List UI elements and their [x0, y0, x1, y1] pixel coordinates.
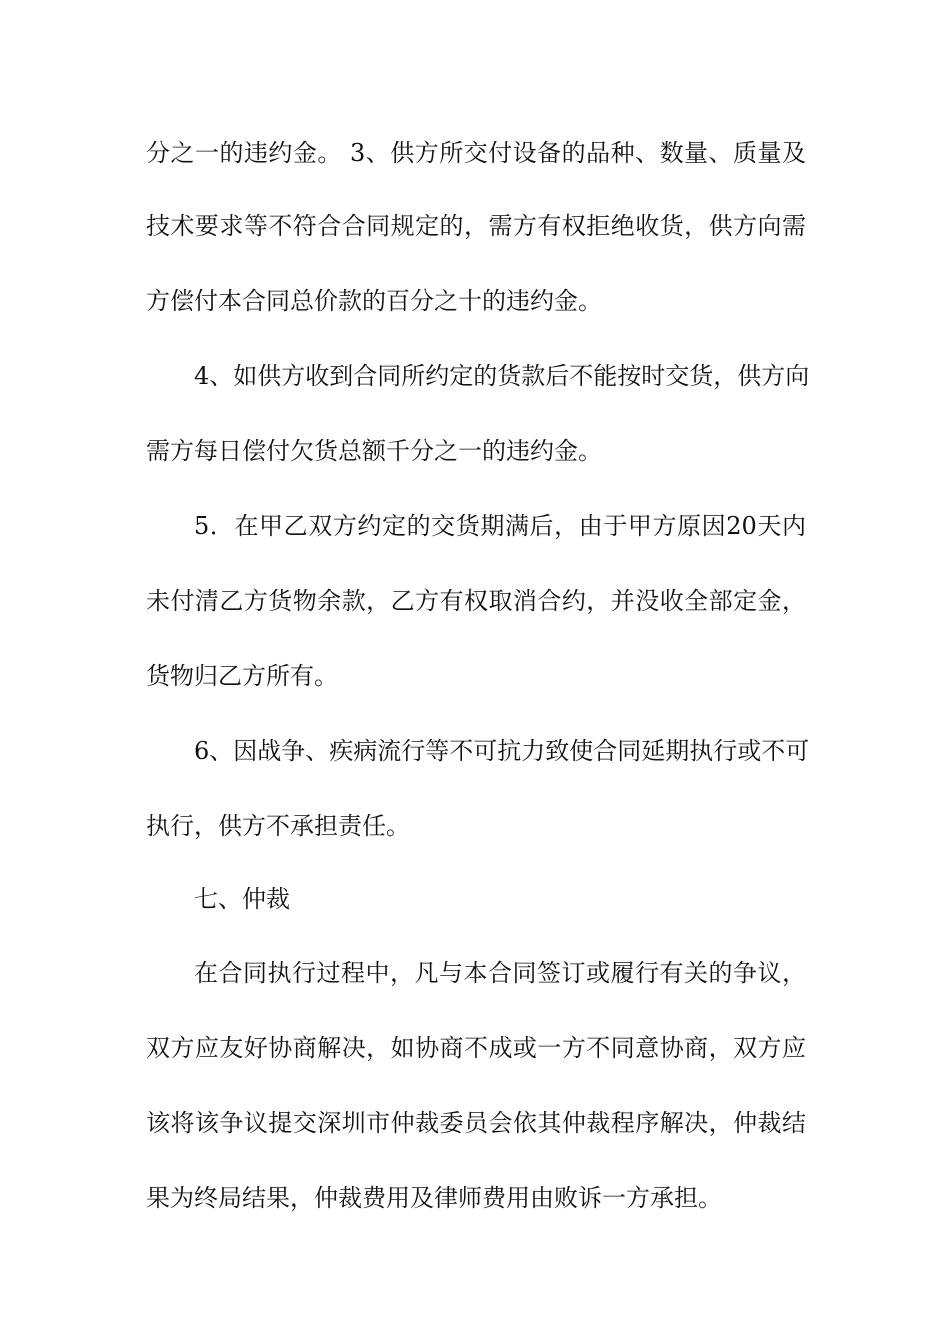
text-line: 果为终局结果，仲裁费用及律师费用由败诉一方承担。: [146, 1184, 722, 1212]
text-line: 分之一的违约金。 3、供方所交付设备的品种、数量、质量及: [146, 139, 806, 167]
text-line: 5．在甲乙双方约定的交货期满后，由于甲方原因20天内: [194, 512, 806, 540]
text-line: 该将该争议提交深圳市仲裁委员会依其仲裁程序解决，仲裁结: [146, 1109, 806, 1137]
text-line: 货物归乙方所有。: [146, 662, 338, 690]
text-line: 执行，供方不承担责任。: [146, 812, 410, 840]
text-line: 双方应友好协商解决，如协商不成或一方不同意协商，双方应: [146, 1034, 806, 1062]
text-line: 方偿付本合同总价款的百分之十的违约金。: [146, 287, 602, 315]
text-line: 4、如供方收到合同所约定的货款后不能按时交货，供方向: [194, 362, 810, 390]
text-line: 未付清乙方货物余款，乙方有权取消合约，并没收全部定金，: [146, 587, 806, 615]
text-line: 6、因战争、疾病流行等不可抗力致使合同延期执行或不可: [194, 737, 810, 765]
section-heading: 七、仲裁: [194, 885, 290, 913]
text-line: 在合同执行过程中，凡与本合同签订或履行有关的争议，: [194, 959, 806, 987]
text-line: 需方每日偿付欠货总额千分之一的违约金。: [146, 437, 602, 465]
text-line: 技术要求等不符合合同规定的，需方有权拒绝收货，供方向需: [146, 212, 806, 240]
